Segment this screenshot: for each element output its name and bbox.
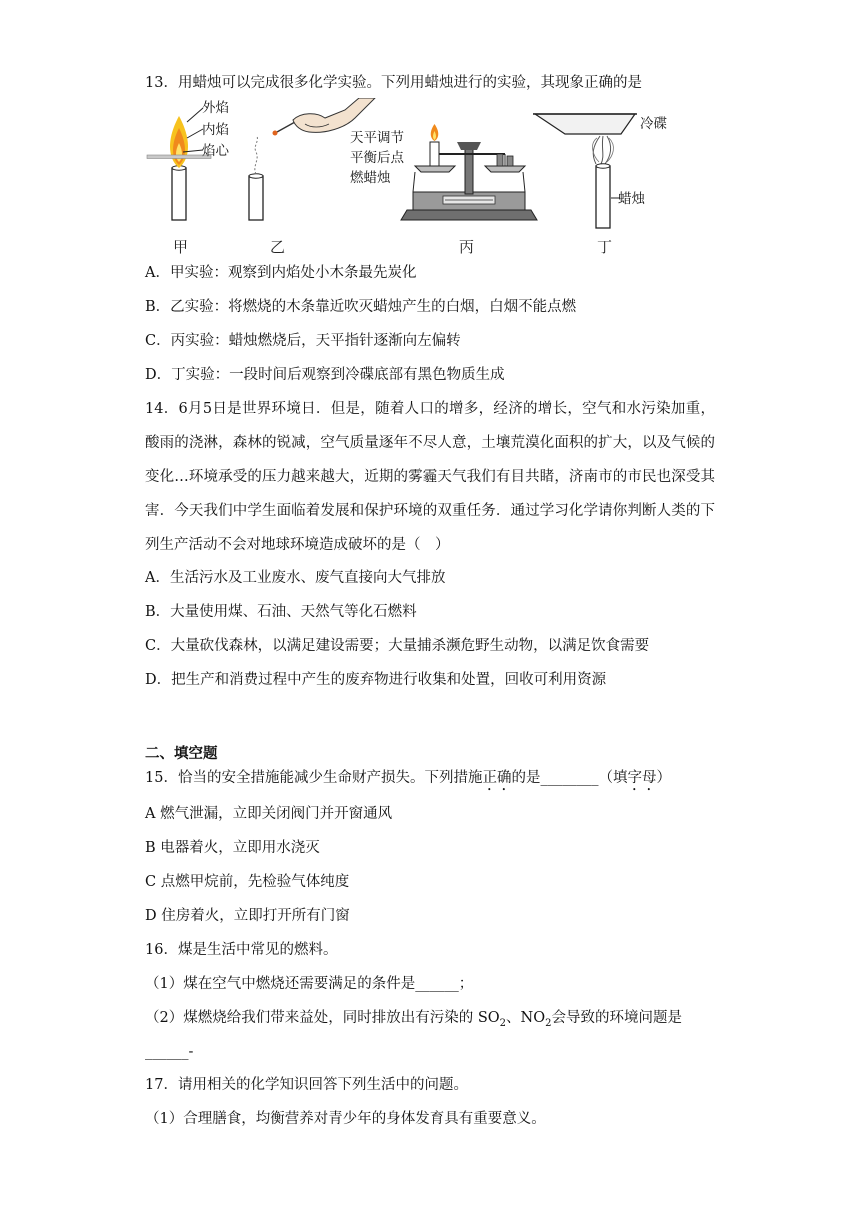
panel-label-yi: 乙 [270,238,286,256]
q14-option-a: A．生活污水及工业废水、废气直接向大气排放 [145,570,446,586]
q13-figure [145,98,705,258]
q16-part1: （1）煤在空气中燃烧还需要满足的条件是______； [145,976,474,992]
section-heading: 二、填空题 [145,745,218,762]
label-balance-line1: 天平调节 [350,130,404,146]
label-outer-flame: 外焰 [202,100,229,116]
panel-label-bing: 丙 [459,238,475,256]
panel-ding-drawing [533,114,637,228]
label-flame-core: 焰心 [202,143,229,159]
candle-experiments-illustration [145,98,705,258]
q15-stem-post: ） [656,770,671,786]
label-balance-line3: 燃蜡烛 [350,170,391,186]
q14-option-b: B．大量使用煤、石油、天然气等化石燃料 [145,604,417,620]
q15-option-b: B 电器着火，立即用水浇灭 [145,840,320,856]
q15-emphasis-letter: 字母 [627,770,657,786]
panel-label-jia: 甲 [173,238,189,256]
q15-stem-mid: 的是________（填 [511,770,628,786]
q15-stem [145,768,671,794]
panel-bing-drawing [401,124,537,220]
q13-option-b: B．乙实验：将燃烧的木条靠近吹灭蜡烛产生的白烟，白烟不能点燃 [145,299,577,315]
q14-stem: 14．6月5日是世界环境日．但是，随着人口的增多，经济的增长，空气和水污染加重，酸雨的浇淋，森林的锐减，空气质量逐年不尽人意，土壤荒漠化面积的扩大，以及气候的变化…环境承受的压力越来越大，近期的雾霾天气我们有目共睹，济南市的市民也深受其害．今天我们中学生面临着发展和保护环境的双重任务．通过学习化学请你判断人类的下列生产活动不会对地球环境造成破坏的是（ ） [145,401,715,553]
q13-option-a: A．甲实验：观察到内焰处小木条最先炭化 [145,265,417,281]
q17-stem: 17．请用相关的化学知识回答下列生活中的问题。 [145,1077,468,1093]
q16-part2-blank: ______- [145,1044,194,1060]
q15-stem-pre: 15．恰当的安全措施能减少生命财产损失。下列措施 [145,770,483,786]
q17-part1: （1）合理膳食，均衡营养对青少年的身体发育具有重要意义。 [145,1111,546,1127]
so2-subscript: 2 [499,1017,507,1029]
label-cold-plate: 冷碟 [640,116,667,132]
q13-option-c: C．丙实验：蜡烛燃烧后，天平指针逐渐向左偏转 [145,333,461,349]
q13-stem: 13．用蜡烛可以完成很多化学实验。下列用蜡烛进行的实验，其现象正确的是 [145,75,642,91]
q14-option-d: D．把生产和消费过程中产生的废弃物进行收集和处置，回收可利用资源 [145,672,607,688]
label-candle: 蜡烛 [618,191,645,207]
q16-stem: 16．煤是生活中常见的燃料。 [145,942,338,958]
q13-option-d: D．丁实验：一段时间后观察到冷碟底部有黑色物质生成 [145,367,505,383]
q15-option-a: A 燃气泄漏，立即关闭阀门并开窗通风 [145,806,393,822]
q15-option-c: C 点燃甲烷前，先检验气体纯度 [145,874,350,890]
q16-part2 [145,1008,682,1034]
q15-option-d: D 住房着火，立即打开所有门窗 [145,908,350,924]
panel-label-ding: 丁 [597,238,613,256]
q16-part2-post: 会导致的环境问题是 [551,1010,682,1026]
no2-subscript: 2 [545,1017,552,1029]
q15-emphasis-correct: 正确 [482,770,512,786]
label-balance-line2: 平衡后点 [350,150,404,166]
label-inner-flame: 内焰 [202,122,229,138]
q16-part2-mid: 、NO [506,1010,546,1026]
q16-part2-pre: （2）煤燃烧给我们带来益处，同时排放出有污染的 SO [145,1010,500,1026]
q14-option-c: C．大量砍伐森林，以满足建设需要；大量捕杀濒危野生动物，以满足饮食需要 [145,638,650,654]
